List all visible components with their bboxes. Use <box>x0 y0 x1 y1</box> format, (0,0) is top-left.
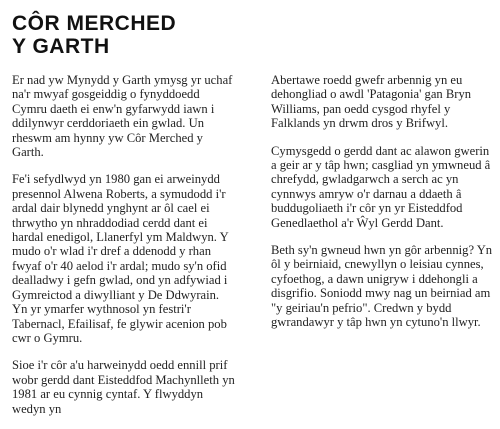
paragraph: Fe'i sefydlwyd yn 1980 gan ei arweinydd presennol Alwena Roberts, a symudodd i'r ardal dair blynedd ynghynt ar ôl cael ei thrwytho yn nhraddodiad cerdd dant ei hardal enedigol, Llanerfyl ym Maldwyn. Y mudo o'r wlad i'r dref a ddenodd y rhan fwyaf o'r 40 aelod i'r ardal; mudo sy'n ofid dealladwy i gefn gwlad, ond yn adfywiad i Gymreictod a diwylliant y De Ddwyrain. Yn yr ymarfer wythnosol yn festri'r Tabernacl, Efailisaf, fe glywir acenion pob cwr o Gymru. <box>12 172 229 345</box>
paragraph: Er nad yw Mynydd y Garth ymysg yr uchaf na'r mwyaf gosgeiddig o fynyddoedd Cymru daeth ei enw'n gyfarwydd iawn i ddilynwyr cerddoriaeth ein gwlad. Un rheswm am hynny yw Côr Merched y Garth. <box>12 73 233 160</box>
title-line-2: Y GARTH <box>12 35 110 58</box>
left-column <box>12 73 237 429</box>
page-title <box>12 12 176 58</box>
title-line-1: CÔR MERCHED <box>12 12 177 35</box>
paragraph: Sioe i'r côr a'u harweinydd oedd ennill prif wobr gerdd dant Eisteddfod Machynlleth yn 1981 ar eu cynnig cyntaf. Y flwyddyn wedyn yn <box>12 358 235 416</box>
right-column <box>271 73 496 343</box>
paragraph: Abertawe roedd gwefr arbennig yn eu dehongliad o awdl 'Patagonia' gan Bryn Williams, pan oedd cysgod rhyfel y Falklands yn drwm dros y Brifwyl. <box>271 73 472 131</box>
paragraph: Beth sy'n gwneud hwn yn gôr arbennig? Yn ôl y beirniaid, cnewyllyn o leisiau cynnes, cyfoethog, a dawn unigryw i ddehongli a disgrifio. Soniodd mwy nag un beirniad am "y geiriau'n pefrio". Credwn y bydd gwrandawyr y tâp hwn yn cytuno'n llwyr. <box>271 243 493 330</box>
paragraph: Cymysgedd o gerdd dant ac alawon gwerin a geir ar y tâp hwn; casgliad yn ymwneud â chrefydd, gwladgarwch a serch ac yn cynnwys amryw o'r darnau a ddaeth â buddugoliaeth i'r côr yn yr Eisteddfod Genedlaethol a'r Ŵyl Gerdd Dant. <box>271 143 491 230</box>
